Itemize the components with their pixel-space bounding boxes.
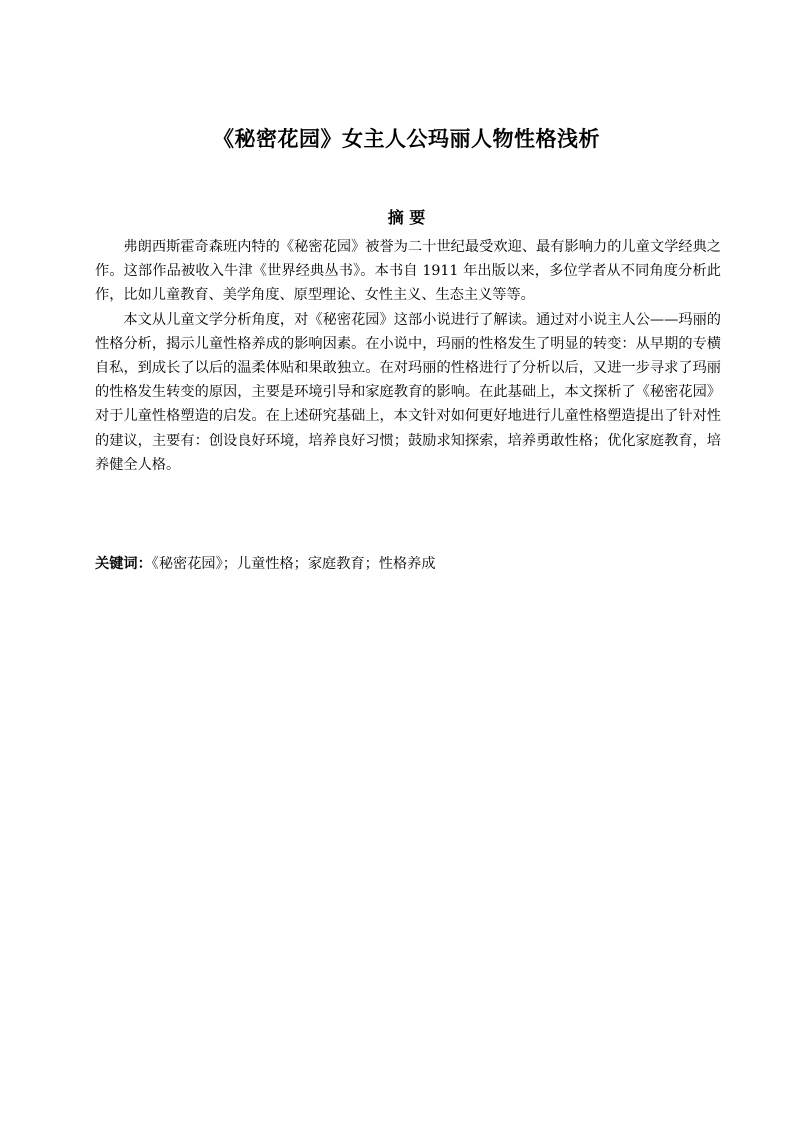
keywords-line [95, 552, 721, 576]
keywords-value: 《秘密花园》；儿童性格；家庭教育；性格养成 [151, 556, 436, 572]
abstract-paragraph: 弗朗西斯霍奇森班内特的《秘密花园》被誉为二十世纪最受欢迎、最有影响力的儿童文学经典之作。这部作品被收入牛津《世界经典丛书》。本书自 1911 年出版以来，多位学者从不同角度分析此作，比如儿童教育、美学角度、原型理论、女性主义、生态主义等等。 [95, 239, 721, 304]
abstract-heading: 摘 要 [387, 208, 426, 227]
abstract-paragraph: 本文从儿童文学分析角度，对《秘密花园》这部小说进行了解读。通过对小说主人公——玛丽的性格分析，揭示儿童性格养成的影响因素。在小说中，玛丽的性格发生了明显的转变：从早期的专横自私，到成长了以后的温柔体贴和果敢独立。在对玛丽的性格进行了分析以后，又进一步寻求了玛丽的性格发生转变的原因，主要是环境引导和家庭教育的影响。在此基础上，本文探析了《秘密花园》对于儿童性格塑造的启发。在上述研究基础上，本文针对如何更好地进行儿童性格塑造提出了针对性的建议，主要有：创设良好环境，培养良好习惯；鼓励求知探索，培养勇敢性格；优化家庭教育，培养健全人格。 [95, 311, 721, 473]
keywords-label: 关键词： [95, 556, 152, 572]
abstract-body [95, 235, 721, 477]
document-title: 《秘密花园》女主人公玛丽人物性格浅析 [213, 127, 600, 151]
